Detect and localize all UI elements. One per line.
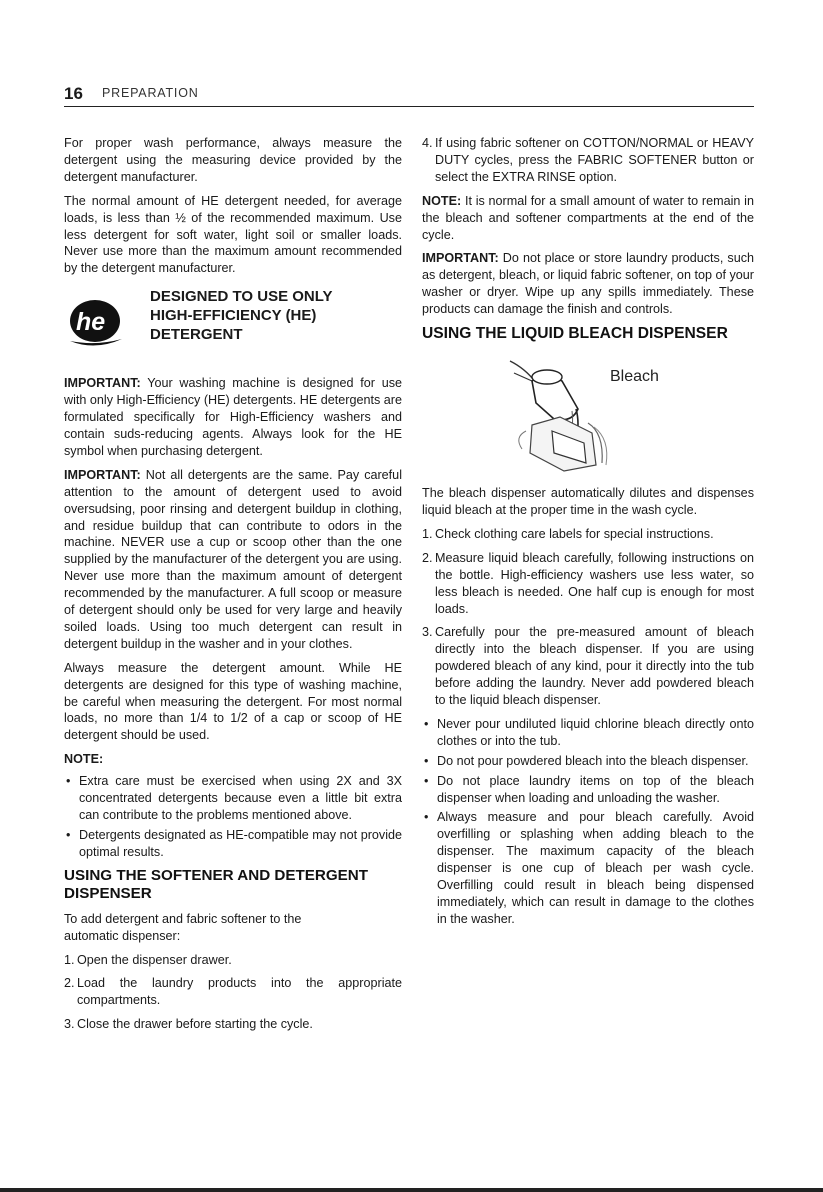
important-label: IMPORTANT: [64, 376, 141, 391]
he-callout-text [150, 287, 380, 344]
step-number: 2. [64, 976, 75, 991]
bullet-icon: • [424, 716, 429, 731]
list-item [64, 827, 402, 861]
paragraph: The normal amount of HE detergent needed, for average loads, is less than ½ of the recommended maximum. Use less detergent for soft water, light soil or smaller loads. Never use more than the maximum amount recommended by the detergent manufacturer. [64, 193, 402, 276]
page-number: 16 [64, 84, 83, 103]
bullet-icon: • [66, 827, 71, 842]
step-number: 3. [422, 625, 433, 640]
he-logo-text: he [76, 308, 106, 337]
he-logo-icon [64, 295, 126, 351]
list-item [422, 753, 754, 770]
list-item-text: Do not place laundry items on top of the bleach dispenser when loading and unloading the washer. [437, 773, 754, 805]
bullet-icon: • [424, 753, 429, 768]
list-item [422, 526, 754, 543]
bleach-pour-icon [492, 353, 622, 473]
bleach-label: Bleach [610, 368, 659, 386]
list-item [422, 809, 754, 927]
important-text: Do not place or store laundry products, such as detergent, bleach, or liquid fabric softener, on top of your washer or dryer. Wipe up any spills immediately. These products can damage the finish and controls. [422, 251, 754, 317]
step-text: Open the dispenser drawer. [77, 952, 232, 967]
step-text: Close the drawer before starting the cycle. [77, 1017, 313, 1032]
bullet-icon: • [66, 774, 71, 789]
important-paragraph [422, 250, 754, 318]
note-text: It is normal for a small amount of water to remain in the bleach and softener compartments at the end of the cycle. [422, 193, 754, 242]
section-heading: USING THE LIQUID BLEACH DISPENSER [422, 325, 728, 343]
important-label: IMPORTANT: [422, 251, 499, 266]
list-item-text: Detergents designated as HE-compatible may not provide optimal results. [79, 827, 402, 859]
list-item-text: Do not pour powdered bleach into the bleach dispenser. [437, 753, 749, 768]
list-item [422, 550, 754, 618]
note-label: NOTE: [64, 752, 104, 767]
bullet-icon: • [424, 810, 429, 825]
step-text: Measure liquid bleach carefully, following instructions on the bottle. High-efficiency washers use less water, so less bleach is needed. One half cup is enough for most loads. [435, 550, 754, 616]
important-text: Not all detergents are the same. Pay careful attention to the amount of detergent used to avoid oversudsing, poor rinsing and detergent buildup in clothing, and residue buildup that can contribute to odors in the machine. NEVER use a cup or scoop other than the one supplied by the manufacturer of the detergent you are using. Never use more than the maximum amount of detergent recommended by the manufacturer. A full scoop or measure of detergent should only be used for very large and heavily soiled loads. Using too much detergent can result in detergent buildup in the washer and in your clothes. [64, 467, 402, 651]
step-number: 1. [64, 952, 75, 967]
page-bottom-rule [0, 1188, 823, 1192]
he-line: DETERGENT [150, 326, 243, 344]
list-item [64, 773, 402, 824]
list-item [64, 952, 402, 969]
paragraph: The bleach dispenser automatically dilutes and dispenses liquid bleach at the proper time in the wash cycle. [422, 486, 754, 517]
list-item [422, 624, 754, 709]
paragraph: To add detergent and fabric softener to the automatic dispenser: [64, 911, 302, 943]
list-item [64, 1016, 402, 1033]
list-item-text: Always measure and pour bleach carefully. Avoid overfilling or splashing when adding bleach to the dispenser. The maximum capacity of the bleach dispenser is one cup of bleach per wash cycle. Overfilling could result in bleach being dispensed immediately, which can result in damage to the clothes in the washer. [437, 810, 754, 926]
list-item [422, 716, 754, 750]
step-number: 4. [422, 136, 433, 150]
right-column [422, 135, 754, 931]
step-text: Load the laundry products into the appropriate compartments. [77, 976, 402, 1008]
page-header [64, 84, 754, 107]
paragraph: For proper wash performance, always measure the detergent using the measuring device provided by the detergent manufacturer. [64, 136, 402, 184]
list-item-text: Extra care must be exercised when using 2X and 3X concentrated detergents because even a little bit extra can contribute to the problems mentioned above. [79, 774, 402, 822]
section-heading: USING THE SOFTENER AND DETERGENT DISPENSER [64, 866, 369, 902]
list-item [422, 135, 754, 186]
section-title: PREPARATION [102, 86, 199, 100]
he-line: DESIGNED TO USE ONLY [150, 288, 333, 306]
step-text: Check clothing care labels for special instructions. [435, 526, 714, 541]
list-item [64, 975, 402, 1009]
bleach-illustration [422, 353, 754, 473]
note-label: NOTE: [422, 193, 462, 208]
bullet-icon: • [424, 773, 429, 788]
step-text: If using fabric softener on COTTON/NORMAL or HEAVY DUTY cycles, press the FABRIC SOFTENER button or select the EXTRA RINSE option. [435, 136, 754, 184]
he-line: HIGH-EFFICIENCY (HE) [150, 307, 317, 325]
list-item [422, 773, 754, 807]
important-text: Your washing machine is designed for use with only High-Efficiency (HE) detergents. HE detergents are formulated specifically for High-Efficiency washers and contain suds-reducing agents. Always look for the HE symbol when purchasing detergent. [64, 376, 402, 458]
important-label: IMPORTANT: [64, 467, 141, 482]
note-paragraph [422, 193, 754, 244]
step-text: Carefully pour the pre-measured amount of bleach directly into the bleach dispenser. If you are using powdered bleach of any kind, pour it directly into the tub before adding the laundry. Never add powdered bleach to the liquid bleach dispenser. [435, 625, 754, 708]
step-number: 3. [64, 1017, 75, 1032]
left-column [64, 135, 402, 1040]
step-number: 2. [422, 550, 433, 565]
paragraph: Always measure the detergent amount. While HE detergents are designed for this type of washing machine, be careful when measuring the detergent. For most normal loads, no more than 1/4 to 1/2 of a cap or scoop of HE detergent should be used. [64, 660, 402, 743]
important-paragraph [64, 375, 402, 460]
step-number: 1. [422, 526, 433, 541]
important-paragraph [64, 467, 402, 653]
he-callout [64, 287, 402, 351]
list-item-text: Never pour undiluted liquid chlorine bleach directly onto clothes or into the tub. [437, 716, 754, 748]
